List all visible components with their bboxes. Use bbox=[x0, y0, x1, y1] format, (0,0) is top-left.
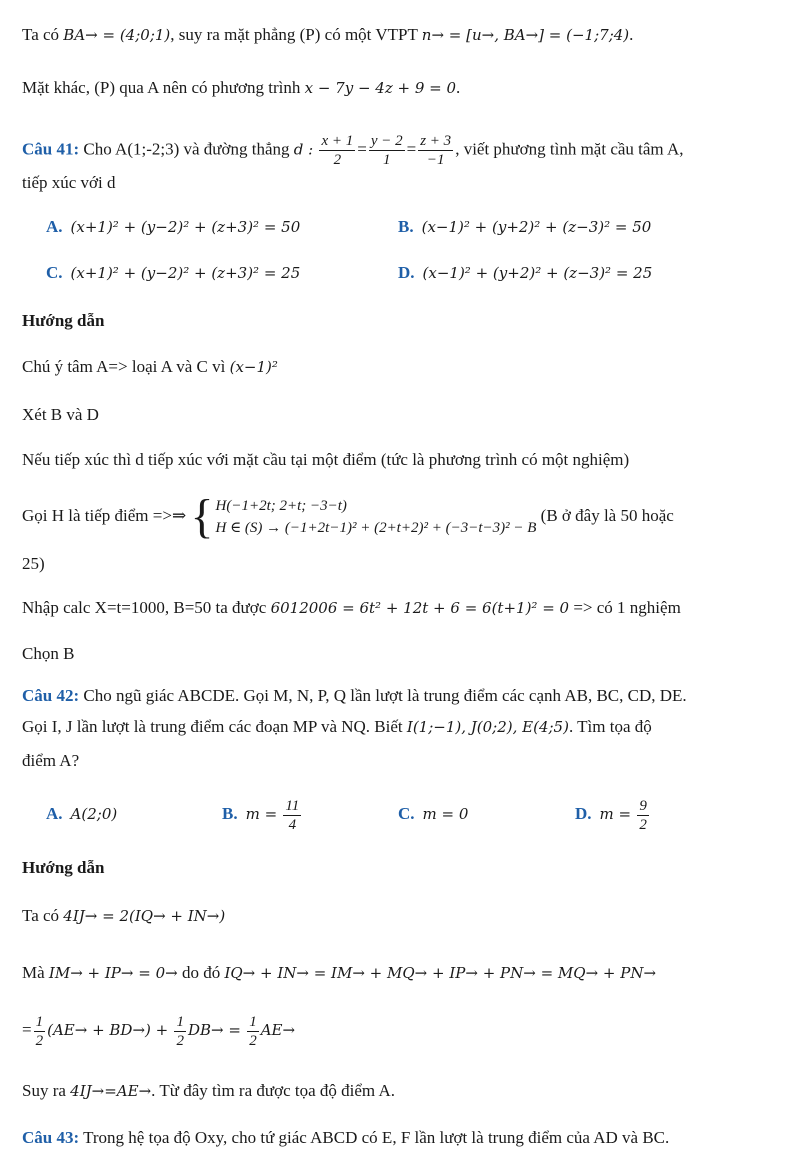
system-row-2: H ∈ (S) → (−1+2t−1)² + (2+t+2)² + (−3−t−3)² − B bbox=[215, 520, 537, 537]
guide-42-step-3-part-2: DB→ = bbox=[187, 1021, 241, 1039]
equals-sign: = bbox=[22, 1020, 32, 1039]
question-42-points: I(1;−1), J(0;2), E(4;5) bbox=[406, 718, 569, 736]
guide-41-step-4-note: (B ở đây là 50 hoặc bbox=[540, 506, 674, 525]
half-3-numerator: 1 bbox=[249, 1013, 257, 1030]
fraction-x-denominator: 2 bbox=[333, 152, 342, 168]
guide-41-step-5: 25) bbox=[22, 554, 45, 573]
half-1-denominator: 2 bbox=[35, 1032, 44, 1049]
equation-system bbox=[216, 495, 537, 539]
guide-42-step-2-text: Mà bbox=[22, 963, 45, 982]
half-fraction-3 bbox=[247, 1013, 259, 1050]
option-b-text: (x−1)² + (y+2)² + (z−3)² = 50 bbox=[421, 218, 652, 236]
option-d-text: (x−1)² + (y+2)² + (z−3)² = 25 bbox=[422, 264, 653, 282]
fraction-x-numerator: x + 1 bbox=[321, 133, 354, 149]
q42-option-b-numerator: 11 bbox=[285, 797, 300, 814]
intro-suffix: . bbox=[629, 25, 634, 44]
question-43-label: Câu 43: bbox=[22, 1128, 80, 1147]
intro-line-1 bbox=[22, 24, 786, 46]
q42-option-c-label: C. bbox=[398, 804, 415, 823]
fraction-y bbox=[369, 132, 405, 169]
fraction-z-numerator: z + 3 bbox=[420, 133, 452, 149]
q42-option-d-text: m = bbox=[599, 805, 632, 823]
intro-line-2 bbox=[22, 77, 786, 99]
q42-option-a-label: A. bbox=[46, 804, 63, 823]
guide-41-step-3: Nếu tiếp xúc thì d tiếp xúc với mặt cầu tại một điểm (tức là phương trình có một nghiệm) bbox=[22, 450, 630, 469]
guide-41-step-1 bbox=[22, 356, 786, 378]
guide-42-step-2-connector: do đó bbox=[181, 963, 221, 982]
half-2-numerator: 1 bbox=[176, 1013, 184, 1030]
question-42-label: Câu 42: bbox=[22, 686, 80, 705]
intro-middle-text: , suy ra mặt phẳng (P) có một VTPT bbox=[170, 25, 418, 44]
normal-vector-formula: n→ = [u→, BA→] = (−1;7;4) bbox=[421, 26, 630, 44]
question-42-text: Cho ngũ giác ABCDE. Gọi M, N, P, Q lần lượt là trung điểm các cạnh AB, BC, CD, DE. bbox=[83, 686, 687, 705]
guide-42-step-4-text: Suy ra bbox=[22, 1081, 66, 1100]
answer-option-a[interactable] bbox=[46, 216, 300, 238]
plane-suffix: . bbox=[456, 78, 461, 97]
guide-42-step-2-formula-2: IQ→ + IN→ = IM→ + MQ→ + IP→ + PN→ = MQ→ + PN→ bbox=[224, 964, 657, 982]
guide-42-step-3 bbox=[22, 1010, 786, 1050]
guide-41-step-6-text: Nhập calc X=t=1000, B=50 ta được bbox=[22, 598, 267, 617]
vector-ba-formula: BA→ = (4;0;1) bbox=[63, 26, 171, 44]
question-42-line-1 bbox=[22, 685, 786, 707]
q42-option-d-numerator: 9 bbox=[639, 797, 647, 814]
intro-prefix: Ta có bbox=[22, 25, 60, 44]
guide-42-step-2-formula: IM→ + IP→ = 0→ bbox=[48, 964, 178, 982]
q42-option-b-denominator: 4 bbox=[288, 816, 297, 833]
guide-41-step-4 bbox=[22, 490, 786, 544]
guide-41-heading: Hướng dẫn bbox=[22, 311, 105, 330]
fraction-y-numerator: y − 2 bbox=[370, 133, 403, 149]
guide-41-step-1-formula: (x−1)² bbox=[229, 358, 278, 376]
question-43-text: Trong hệ tọa độ Oxy, cho tứ giác ABCD có E, F lần lượt là trung điểm của AD và BC. bbox=[83, 1128, 670, 1147]
option-c-text: (x+1)² + (y−2)² + (z+3)² = 25 bbox=[70, 264, 301, 282]
option-a-text: (x+1)² + (y−2)² + (z+3)² = 50 bbox=[70, 218, 301, 236]
question-42-text-2: Gọi I, J lần lượt là trung điểm các đoạn MP và NQ. Biết bbox=[22, 717, 403, 736]
guide-42-step-4-formula: 4IJ→=AE→ bbox=[70, 1082, 152, 1100]
guide-41-step-6-result: => có 1 nghiệm bbox=[573, 598, 681, 617]
guide-41-step-1-text: Chú ý tâm A=> loại A và C vì bbox=[22, 357, 226, 376]
q42-option-b-text: m = bbox=[245, 805, 278, 823]
half-1-numerator: 1 bbox=[35, 1013, 44, 1030]
plane-equation: x − 7y − 4z + 9 = 0 bbox=[304, 79, 457, 97]
q42-option-b[interactable] bbox=[222, 794, 303, 834]
guide-42-step-2 bbox=[22, 962, 786, 984]
question-42-line-3: điểm A? bbox=[22, 751, 80, 770]
q42-option-b-label: B. bbox=[222, 804, 238, 823]
option-a-label: A. bbox=[46, 217, 63, 236]
half-3-denominator: 2 bbox=[249, 1032, 257, 1049]
guide-41-step-4-text: Gọi H là tiếp điểm =>⇒ bbox=[22, 506, 187, 525]
q42-option-c[interactable] bbox=[398, 803, 468, 825]
question-41-text-2: , viết phương tình mặt cầu tâm A, bbox=[455, 139, 684, 159]
question-43-line-1 bbox=[22, 1127, 786, 1149]
guide-41-step-6 bbox=[22, 597, 786, 619]
q42-option-d[interactable] bbox=[575, 794, 651, 834]
q42-option-d-denominator: 2 bbox=[639, 816, 647, 833]
question-41-text-3: tiếp xúc với d bbox=[22, 173, 116, 192]
fraction-z bbox=[418, 132, 453, 169]
question-41-line-1: Câu 41: Cho A(1;-2;3) và đường thẳng d : $\frac{x + 1}{2}$ = $\frac{y - 2}{1}$ = $\frac{z + 3}{-1}$ , viết phương tình mặt cầu tâm A, bbox=[22, 133, 684, 168]
q42-option-a-text: A(2;0) bbox=[70, 805, 118, 823]
question-42-text-2b: . Tìm tọa độ bbox=[568, 717, 652, 736]
guide-42-step-1-formula: 4IJ→ = 2(IQ→ + IN→) bbox=[63, 907, 226, 925]
q42-option-d-label: D. bbox=[575, 804, 592, 823]
guide-42-step-4-conclusion: . Từ đây tìm ra được tọa độ điểm A. bbox=[151, 1081, 395, 1100]
guide-42-step-3-part-1: (AE→ + BD→) + bbox=[47, 1021, 169, 1039]
guide-42-step-1-text: Ta có bbox=[22, 906, 60, 925]
guide-42-heading: Hướng dẫn bbox=[22, 858, 105, 877]
question-41-text: Cho A(1;-2;3) và đường thẳng bbox=[83, 139, 290, 159]
q42-option-a[interactable] bbox=[46, 803, 117, 825]
q42-option-d-fraction bbox=[637, 797, 649, 834]
guide-41-answer: Chọn B bbox=[22, 644, 75, 663]
plane-text: Mặt khác, (P) qua A nên có phương trình bbox=[22, 78, 301, 97]
guide-42-step-4 bbox=[22, 1080, 786, 1102]
half-2-denominator: 2 bbox=[176, 1032, 184, 1049]
answer-option-c[interactable] bbox=[46, 262, 300, 284]
system-brace: { bbox=[190, 490, 214, 544]
half-fraction-2 bbox=[174, 1013, 186, 1050]
guide-42-step-1 bbox=[22, 905, 786, 927]
line-d-label: d : bbox=[293, 140, 314, 159]
question-42-line-2 bbox=[22, 716, 786, 738]
fraction-y-denominator: 1 bbox=[382, 152, 391, 168]
question-41-line-2 bbox=[22, 172, 786, 194]
fraction-x bbox=[319, 132, 355, 169]
option-c-label: C. bbox=[46, 263, 63, 282]
question-41-label: Câu 41: bbox=[22, 139, 80, 159]
guide-41-step-6-formula: 6012006 = 6t² + 12t + 6 = 6(t+1)² = 0 bbox=[270, 599, 570, 617]
q42-option-b-fraction bbox=[283, 797, 301, 834]
half-fraction-1 bbox=[34, 1013, 46, 1050]
answer-option-d[interactable] bbox=[398, 262, 652, 284]
guide-41-step-2: Xét B và D bbox=[22, 405, 99, 424]
system-row-1: H(−1+2t; 2+t; −3−t) bbox=[215, 498, 347, 515]
q42-option-c-text: m = 0 bbox=[422, 805, 469, 823]
answer-option-b[interactable] bbox=[398, 216, 651, 238]
fraction-z-denominator: −1 bbox=[426, 152, 445, 168]
option-b-label: B. bbox=[398, 217, 414, 236]
option-d-label: D. bbox=[398, 263, 415, 282]
guide-42-step-3-part-3: AE→ bbox=[260, 1021, 296, 1039]
